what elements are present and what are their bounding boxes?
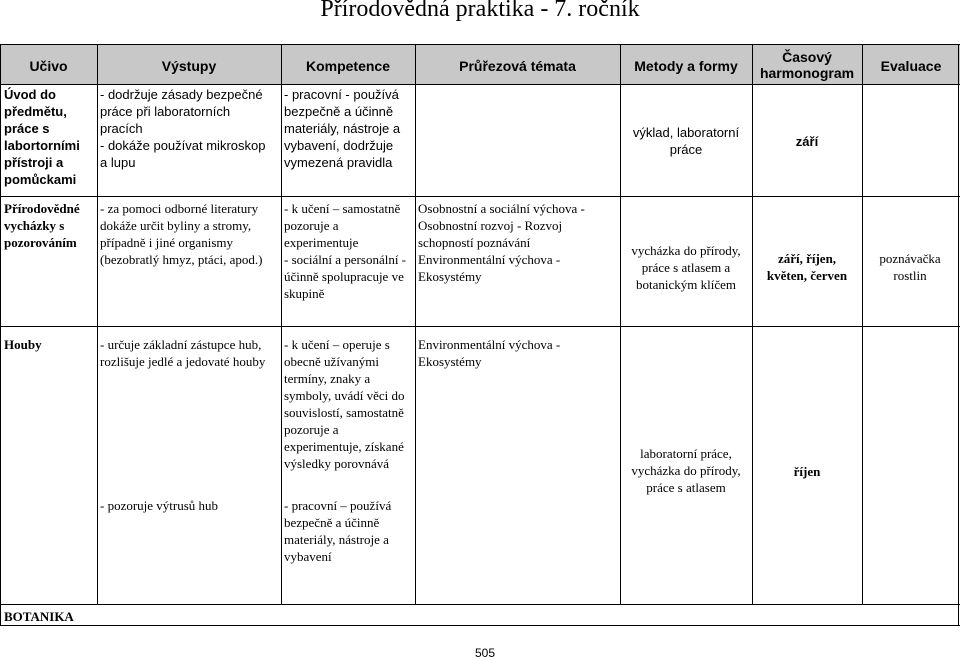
row3-vystupy: - určuje základní zástupce hub, rozlišuje jedlé a jedovaté houby [100,337,266,369]
row2-vystupy: - za pomoci odborné literatury dokáže určit byliny a stromy, případně i jiné organismy (bezobratlý hmyz, ptáci, apod.) [100,201,263,267]
page-number: 505 [474,646,496,660]
grid-line [0,84,960,85]
row3-casovy: říjen [793,464,821,479]
row1-casovy: září [795,134,819,149]
grid-line [0,625,960,626]
row2-ucivo: Přírodovědné vycházky s pozorováním [4,201,80,250]
row3-kompetence: - k učení – operuje s obecně užívanými termíny, znaky a symboly, uvádí věci do souvislostí, samostatně pozoruje a experimentuje, získané výsledky porovnává [284,337,405,471]
grid-line [0,604,960,605]
row4-ucivo: BOTANIKA [4,609,74,624]
row1-vystupy: - dodržuje zásady bezpečné práce při laboratorních pracích - dokáže používat mikroskop a lupu [100,87,266,170]
grid-line [0,196,960,197]
header-ucivo: Učivo [29,58,68,74]
row2-evaluace: poznávačka rostlin [879,251,941,283]
row3-prurezova: Environmentální výchova - Ekosystémy [418,337,561,369]
grid-line [0,44,960,45]
grid-line [97,44,98,604]
header-metody: Metody a formy [634,58,738,74]
header-evaluace: Evaluace [880,58,942,74]
grid-line [958,44,959,625]
grid-line [415,44,416,604]
row1-ucivo: Úvod do předmětu, práce s labortorními přístroji a pomůckami [4,87,80,187]
grid-line [0,326,960,327]
row2-kompetence: - k učení – samostatně pozoruje a experimentuje - sociální a personální - účinně spolupracuje ve skupině [284,201,407,301]
grid-line [0,44,1,625]
page-title: Přírodovědná praktika - 7. ročník [320,0,640,22]
header-kompetence: Kompetence [305,58,391,74]
row3-metody: laboratorní práce, vycházka do přírody, práce s atlasem [631,446,741,495]
row1-kompetence: - pracovní - používá bezpečně a účinně materiály, nástroje a vybavení, dodržuje vymezená pravidla [284,87,401,170]
header-casovy: Časový harmonogram [759,49,855,81]
header-prurezova: Průřezová témata [459,58,576,74]
grid-line [752,44,753,604]
row2-prurezova: Osobnostní a sociální výchova - Osobnostní rozvoj - Rozvoj schopností poznávání Environmentální výchova - Ekosystémy [418,201,585,284]
row2-metody: vycházka do přírody, práce s atlasem a botanickým klíčem [631,243,741,292]
grid-line [281,44,282,604]
row1-metody: výklad, laboratorní práce [632,125,740,157]
row2-casovy: září, říjen, květen, červen [766,251,848,283]
grid-line [862,44,863,604]
row3-kompetence-2: - pracovní – používá bezpečně a účinně materiály, nástroje a vybavení [284,498,392,564]
row3-vystupy-2: - pozoruje výtrusů hub [100,498,219,513]
row3-ucivo: Houby [4,337,42,352]
header-vystupy: Výstupy [161,58,217,74]
